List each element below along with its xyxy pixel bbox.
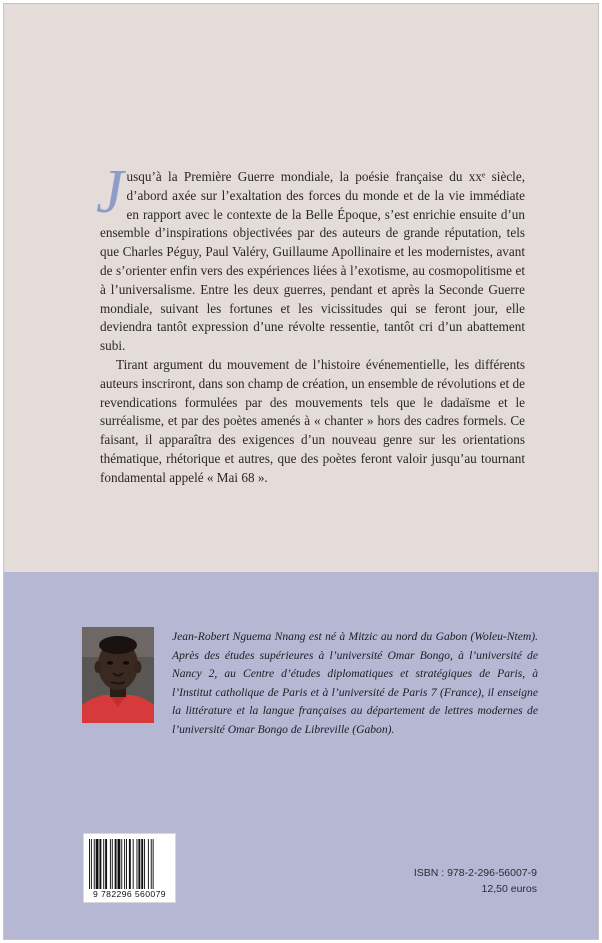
summary-paragraph-1	[96, 158, 525, 356]
barcode-bar	[96, 839, 99, 889]
barcode-bar	[110, 839, 111, 889]
barcode-bar	[138, 839, 140, 889]
barcode-bar	[103, 839, 104, 889]
back-cover-summary	[96, 158, 525, 488]
barcode-bar	[99, 839, 101, 889]
barcode-bar	[94, 839, 95, 889]
barcode-bar	[137, 839, 138, 889]
barcode-number: 9 782296 560079	[93, 889, 166, 899]
barcode-bar	[141, 839, 143, 889]
barcode-bar	[148, 839, 149, 889]
barcode-bars	[89, 839, 170, 889]
drop-cap: J	[96, 158, 124, 226]
barcode-bar	[124, 839, 125, 889]
author-portrait-image	[82, 627, 154, 723]
barcode-bar	[112, 839, 113, 889]
barcode-bar	[133, 839, 134, 889]
barcode-bar	[105, 839, 107, 889]
barcode-bar	[121, 839, 122, 889]
isbn-barcode	[83, 833, 176, 903]
summary-paragraph-1-text: usqu’à la Première Guerre mondiale, la poésie française du xxᵉ siècle, d’abord axée sur l’exaltation des forces du monde et de la vie immédiate en rapport avec le contexte de la Belle Époque, s’est enrichie ensuite d’un ensemble d’inspirations objectivées par des auteurs de grande réputation, tels que Charles Péguy, Paul Valéry, Guillaume Apollinaire et les modernistes, avant de s’orienter enfin vers des expériences liées à l’exotisme, au cosmopolitisme et à l’universalisme. Entre les deux guerres, pendant et après la Seconde Guerre mondiale, suivant les fortunes et les vicissitudes qui se feront jour, elle deviendra tantôt expression d’une révolte ressentie, tantôt cri d’un abattement subi.	[100, 169, 525, 354]
barcode-bar	[153, 839, 154, 889]
isbn-text: ISBN : 978-2-296-56007-9	[413, 867, 537, 879]
summary-paragraph-2: Tirant argument du mouvement de l’histoire événementielle, les différents auteurs inscriront, dans son champ de création, un ensemble de révolutions et de revendications formulées par des mouvements tels que le dadaïsme et le surréalisme, et par des poètes amenés à « chanter » hors des cadres formels. Ce faisant, il apparaîtra des exigences d’un nouveau genre sur les orientations thématique, rhétorique et autres, que des poètes feront valoir jusqu’au tournant fondamental appelé « Mai 68 ».	[100, 356, 525, 485]
barcode-bar	[115, 839, 117, 889]
author-photo	[82, 627, 154, 723]
author-bio: Jean-Robert Nguema Nnang est né à Mitzic au nord du Gabon (Woleu-Ntem). Après des études supérieures à l’université Omar Bongo, à l’université de Nancy 2, au Centre d’études diplomatiques et stratégiques de Paris, à l’Institut catholique de Paris et à l’université de Paris 7 (France), il enseigne la littérature et la langue françaises au département de lettres modernes de l’université Omar Bongo de Libreville (Gabon).	[172, 630, 538, 736]
barcode-bar	[91, 839, 92, 889]
barcode-bar	[89, 839, 90, 889]
barcode-bar	[129, 839, 131, 889]
barcode-bar	[126, 839, 127, 889]
isbn-price-block	[414, 865, 537, 897]
barcode-bar	[144, 839, 145, 889]
barcode-bar	[151, 839, 152, 889]
barcode-bar	[118, 839, 121, 889]
price-text: 12,50 euros	[481, 883, 537, 895]
